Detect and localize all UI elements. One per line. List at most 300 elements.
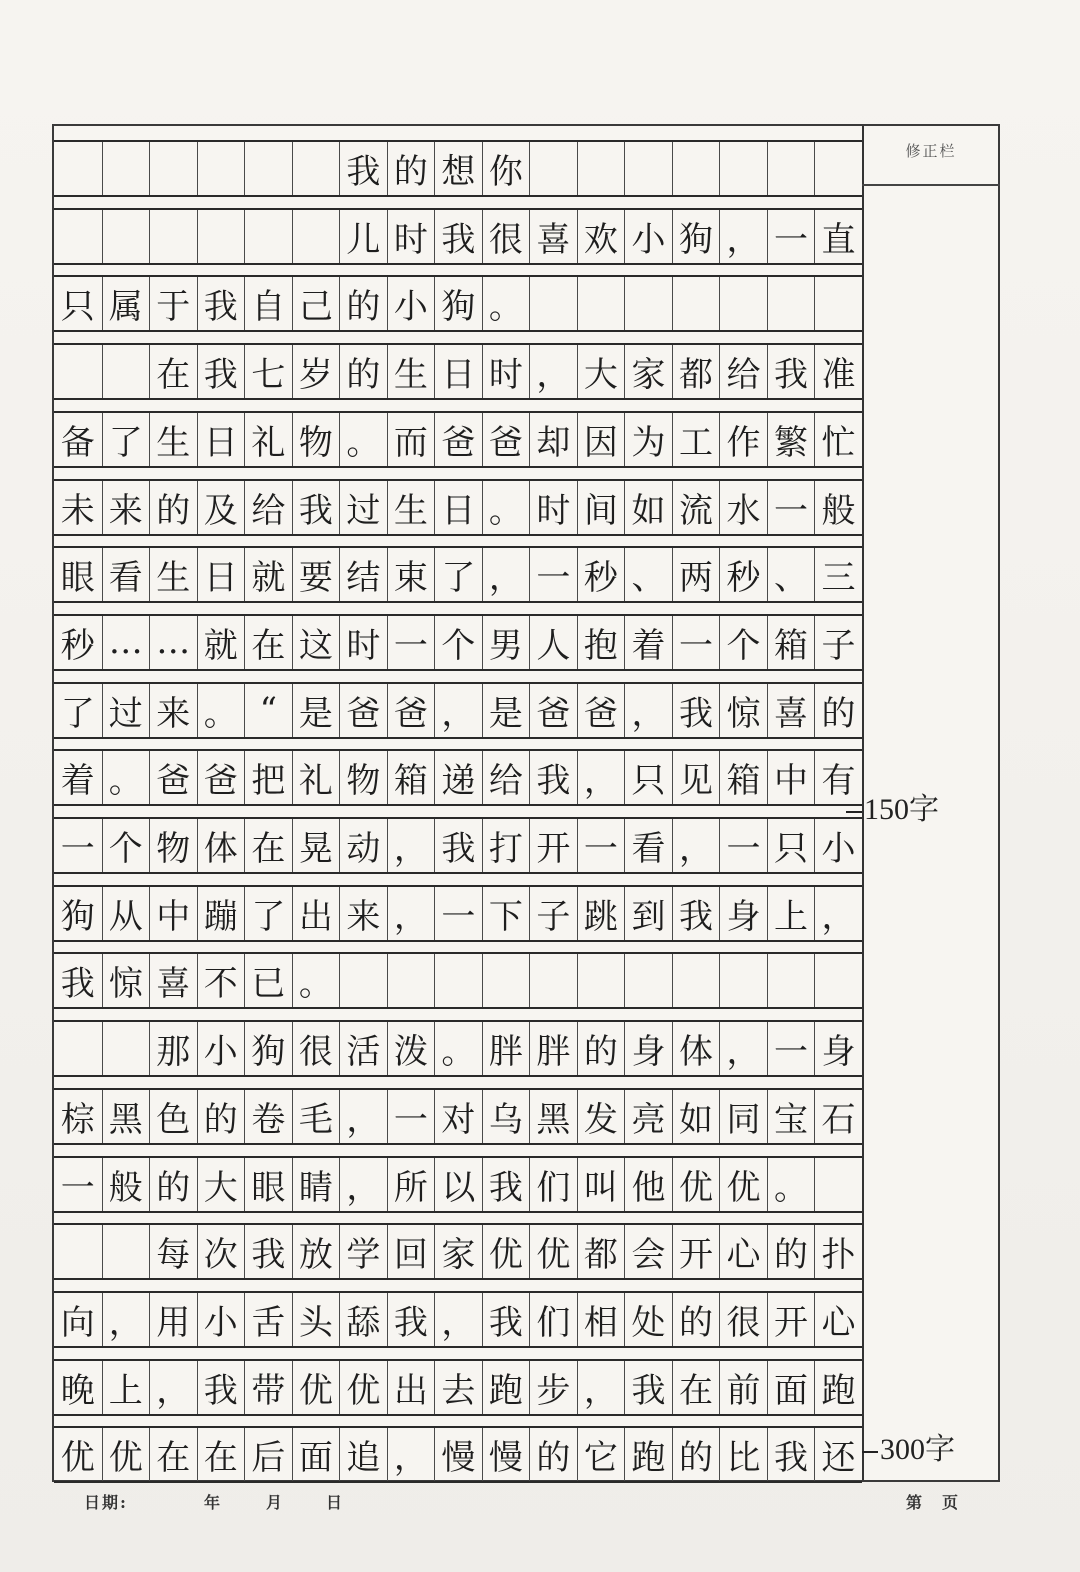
grid-cell: 七 bbox=[244, 345, 292, 398]
grid-cell: 头 bbox=[292, 1293, 340, 1346]
grid-cell: 个 bbox=[434, 616, 482, 669]
grid-cell: 于 bbox=[149, 277, 197, 330]
grid-cell: 家 bbox=[434, 1225, 482, 1278]
grid-cell: 它 bbox=[577, 1428, 625, 1481]
grid-cell: 。 bbox=[434, 1022, 482, 1075]
grid-cell: 而 bbox=[387, 413, 435, 466]
grid-cell: 未 bbox=[60, 490, 95, 531]
grid-cell bbox=[672, 277, 720, 330]
grid-cell: 。 bbox=[292, 954, 340, 1007]
grid-row bbox=[54, 1223, 862, 1280]
grid-cell bbox=[719, 277, 767, 330]
grid-cell: 我 bbox=[672, 887, 720, 940]
grid-cell: 的 bbox=[197, 1090, 245, 1143]
grid-cell: 相 bbox=[577, 1293, 625, 1346]
grid-cell: 了 bbox=[434, 548, 482, 601]
grid-cell: 的 bbox=[767, 1225, 815, 1278]
grid-cell: 了 bbox=[60, 693, 95, 734]
month-label: 月 bbox=[266, 1493, 285, 1512]
grid-cell: 已 bbox=[244, 954, 292, 1007]
grid-cell: 打 bbox=[482, 819, 530, 872]
grid-cell: 舔 bbox=[339, 1293, 387, 1346]
grid-cell: 一 bbox=[387, 616, 435, 669]
grid-cell: 们 bbox=[529, 1158, 577, 1211]
writing-grid bbox=[54, 126, 864, 1480]
grid-cell: 秒 bbox=[719, 548, 767, 601]
grid-cell: 以 bbox=[434, 1158, 482, 1211]
grid-cell: 慢 bbox=[434, 1428, 482, 1481]
grid-cell: 色 bbox=[149, 1090, 197, 1143]
grid-cell: 睛 bbox=[292, 1158, 340, 1211]
grid-cell bbox=[529, 142, 577, 195]
grid-cell: 是 bbox=[292, 684, 340, 737]
correction-header-rule bbox=[862, 184, 1000, 186]
grid-row bbox=[54, 1359, 862, 1416]
grid-cell: 对 bbox=[434, 1090, 482, 1143]
grid-cell: 的 bbox=[577, 1022, 625, 1075]
grid-cell: 体 bbox=[197, 819, 245, 872]
grid-cell: 学 bbox=[339, 1225, 387, 1278]
grid-cell: 优 bbox=[672, 1158, 720, 1211]
grid-cell: 石 bbox=[814, 1090, 862, 1143]
grid-cell: 两 bbox=[672, 548, 720, 601]
grid-cell: 递 bbox=[434, 751, 482, 804]
grid-row bbox=[54, 208, 862, 265]
grid-cell: 狗 bbox=[244, 1022, 292, 1075]
grid-cell: 的 bbox=[672, 1293, 720, 1346]
grid-cell: 跑 bbox=[482, 1361, 530, 1414]
grid-cell: 面 bbox=[767, 1361, 815, 1414]
grid-cell: 在 bbox=[244, 819, 292, 872]
grid-cell: 黑 bbox=[529, 1090, 577, 1143]
grid-cell: 喜 bbox=[149, 954, 197, 1007]
grid-cell: 很 bbox=[482, 210, 530, 263]
grid-cell bbox=[149, 210, 197, 263]
grid-cell: ， bbox=[672, 819, 720, 872]
grid-cell: 就 bbox=[244, 548, 292, 601]
grid-cell: 生 bbox=[387, 345, 435, 398]
word-count-300: 300字 bbox=[862, 1424, 955, 1468]
grid-cell: ， bbox=[387, 887, 435, 940]
grid-cell: 来 bbox=[102, 481, 150, 534]
grid-cell bbox=[54, 345, 102, 398]
grid-cell: 动 bbox=[339, 819, 387, 872]
grid-cell: 从 bbox=[102, 887, 150, 940]
grid-cell: 在 bbox=[672, 1361, 720, 1414]
grid-cell: 在 bbox=[244, 616, 292, 669]
grid-cell bbox=[387, 954, 435, 1007]
grid-cell: 胖 bbox=[529, 1022, 577, 1075]
year-label: 年 bbox=[204, 1493, 223, 1512]
grid-cell bbox=[767, 954, 815, 1007]
grid-cell: 间 bbox=[577, 481, 625, 534]
grid-cell: ， bbox=[339, 1158, 387, 1211]
grid-cell: 上 bbox=[102, 1361, 150, 1414]
grid-cell bbox=[767, 277, 815, 330]
grid-cell: 只 bbox=[767, 819, 815, 872]
grid-cell bbox=[814, 277, 862, 330]
grid-cell: 惊 bbox=[102, 954, 150, 1007]
grid-cell: 礼 bbox=[292, 751, 340, 804]
grid-cell bbox=[102, 142, 150, 195]
grid-cell: 处 bbox=[624, 1293, 672, 1346]
grid-cell bbox=[672, 142, 720, 195]
grid-row bbox=[54, 817, 862, 874]
grid-cell: 一 bbox=[767, 1022, 815, 1075]
grid-cell: 般 bbox=[814, 481, 862, 534]
grid-cell: 大 bbox=[577, 345, 625, 398]
grid-cell: 子 bbox=[814, 616, 862, 669]
grid-cell: 个 bbox=[719, 616, 767, 669]
grid-cell: 小 bbox=[197, 1293, 245, 1346]
grid-row bbox=[54, 546, 862, 603]
grid-cell: 儿 bbox=[339, 210, 387, 263]
grid-cell: 抱 bbox=[577, 616, 625, 669]
grid-cell: 。 bbox=[767, 1158, 815, 1211]
grid-cell: 忙 bbox=[814, 413, 862, 466]
grid-cell: ， bbox=[339, 1090, 387, 1143]
grid-cell bbox=[624, 142, 672, 195]
grid-cell: 亮 bbox=[624, 1090, 672, 1143]
grid-cell bbox=[339, 954, 387, 1007]
grid-cell: 一 bbox=[767, 210, 815, 263]
grid-cell: 你 bbox=[482, 142, 530, 195]
grid-cell: 只 bbox=[60, 287, 95, 328]
grid-cell: 小 bbox=[814, 819, 862, 872]
grid-cell: 前 bbox=[719, 1361, 767, 1414]
grid-cell: 同 bbox=[719, 1090, 767, 1143]
date-label: 日期: bbox=[84, 1493, 128, 1512]
grid-cell bbox=[624, 954, 672, 1007]
grid-cell: 男 bbox=[482, 616, 530, 669]
grid-cell: 水 bbox=[719, 481, 767, 534]
grid-cell: 己 bbox=[292, 277, 340, 330]
grid-cell bbox=[767, 142, 815, 195]
grid-row bbox=[54, 885, 862, 942]
grid-cell: 爸 bbox=[197, 751, 245, 804]
grid-cell: 日 bbox=[197, 413, 245, 466]
grid-cell: 我 bbox=[767, 345, 815, 398]
grid-cell bbox=[577, 277, 625, 330]
grid-cell: 叫 bbox=[577, 1158, 625, 1211]
grid-cell: 人 bbox=[529, 616, 577, 669]
grid-cell: 的 bbox=[339, 345, 387, 398]
grid-cell: 来 bbox=[149, 684, 197, 737]
grid-cell: 到 bbox=[624, 887, 672, 940]
grid-cell: 我 bbox=[197, 1361, 245, 1414]
grid-cell: 活 bbox=[339, 1022, 387, 1075]
grid-cell: ， bbox=[814, 887, 862, 940]
title-row bbox=[54, 140, 862, 197]
grid-cell: 爸 bbox=[482, 413, 530, 466]
grid-cell: 着 bbox=[60, 761, 95, 802]
grid-cell: 在 bbox=[149, 345, 197, 398]
grid-cell bbox=[54, 1225, 102, 1278]
grid-cell: 。 bbox=[102, 751, 150, 804]
grid-cell: 狗 bbox=[434, 277, 482, 330]
grid-cell: 晚 bbox=[60, 1370, 95, 1411]
grid-cell: 着 bbox=[624, 616, 672, 669]
grid-cell: 在 bbox=[197, 1428, 245, 1481]
grid-cell: 为 bbox=[624, 413, 672, 466]
grid-row bbox=[54, 343, 862, 400]
word-count-150: 150字 bbox=[846, 784, 939, 828]
grid-cell: 爸 bbox=[529, 684, 577, 737]
grid-cell: 一 bbox=[719, 819, 767, 872]
grid-cell: 宝 bbox=[767, 1090, 815, 1143]
grid-cell: 给 bbox=[719, 345, 767, 398]
grid-cell: 小 bbox=[387, 277, 435, 330]
day-label: 日 bbox=[326, 1493, 345, 1512]
grid-cell: 的 bbox=[529, 1428, 577, 1481]
grid-cell: 时 bbox=[482, 345, 530, 398]
grid-cell: 、 bbox=[624, 548, 672, 601]
grid-cell: 把 bbox=[244, 751, 292, 804]
grid-cell: 准 bbox=[814, 345, 862, 398]
grid-cell: 。 bbox=[339, 413, 387, 466]
grid-cell: 一 bbox=[529, 548, 577, 601]
grid-cell: 秒 bbox=[60, 625, 95, 666]
grid-cell bbox=[292, 142, 340, 195]
grid-row bbox=[54, 952, 862, 1009]
grid-row bbox=[54, 682, 862, 739]
grid-cell: 一 bbox=[387, 1090, 435, 1143]
grid-cell: 们 bbox=[529, 1293, 577, 1346]
grid-cell: 优 bbox=[60, 1438, 95, 1479]
grid-cell: 的 bbox=[339, 277, 387, 330]
grid-cell: 生 bbox=[387, 481, 435, 534]
grid-cell: 卷 bbox=[244, 1090, 292, 1143]
grid-cell: 乌 bbox=[482, 1090, 530, 1143]
grid-cell: 晃 bbox=[292, 819, 340, 872]
grid-cell: 我 bbox=[60, 964, 95, 1005]
grid-cell: 看 bbox=[624, 819, 672, 872]
grid-cell: 有 bbox=[814, 751, 862, 804]
grid-cell: 次 bbox=[197, 1225, 245, 1278]
grid-row bbox=[54, 1291, 862, 1348]
grid-cell: 物 bbox=[149, 819, 197, 872]
grid-cell: 跑 bbox=[814, 1361, 862, 1414]
grid-cell: 去 bbox=[434, 1361, 482, 1414]
grid-cell: 欢 bbox=[577, 210, 625, 263]
grid-cell: 狗 bbox=[60, 896, 95, 937]
grid-cell: 带 bbox=[244, 1361, 292, 1414]
grid-cell: … bbox=[149, 616, 197, 669]
grid-cell bbox=[244, 142, 292, 195]
grid-cell: 岁 bbox=[292, 345, 340, 398]
grid-cell: 的 bbox=[672, 1428, 720, 1481]
grid-cell: 来 bbox=[339, 887, 387, 940]
grid-cell: 爸 bbox=[387, 684, 435, 737]
grid-cell: 家 bbox=[624, 345, 672, 398]
grid-cell bbox=[197, 142, 245, 195]
grid-cell: 我 bbox=[672, 684, 720, 737]
grid-cell: 身 bbox=[624, 1022, 672, 1075]
grid-row bbox=[54, 614, 862, 671]
grid-cell: 爸 bbox=[577, 684, 625, 737]
grid-cell: 了 bbox=[102, 413, 150, 466]
grid-cell: 。 bbox=[197, 684, 245, 737]
grid-cell: 过 bbox=[339, 481, 387, 534]
grid-cell: 了 bbox=[244, 887, 292, 940]
grid-cell: 很 bbox=[719, 1293, 767, 1346]
grid-cell: 看 bbox=[102, 548, 150, 601]
grid-cell: 跑 bbox=[624, 1428, 672, 1481]
grid-cell: 如 bbox=[624, 481, 672, 534]
grid-cell: 用 bbox=[149, 1293, 197, 1346]
grid-cell: 爸 bbox=[339, 684, 387, 737]
grid-cell: 备 bbox=[60, 422, 95, 463]
grid-cell: … bbox=[102, 616, 150, 669]
grid-cell: 喜 bbox=[767, 684, 815, 737]
correction-column-header: 修正栏 bbox=[905, 142, 957, 160]
grid-cell: 一 bbox=[434, 887, 482, 940]
grid-row bbox=[54, 479, 862, 536]
grid-cell: 时 bbox=[387, 210, 435, 263]
grid-cell: 给 bbox=[482, 751, 530, 804]
grid-cell: 结 bbox=[339, 548, 387, 601]
grid-cell: 出 bbox=[292, 887, 340, 940]
grid-cell: 三 bbox=[814, 548, 862, 601]
grid-cell: 跳 bbox=[577, 887, 625, 940]
grid-cell bbox=[719, 142, 767, 195]
grid-cell: 爸 bbox=[149, 751, 197, 804]
grid-cell bbox=[672, 954, 720, 1007]
grid-cell: 上 bbox=[767, 887, 815, 940]
grid-cell: 我 bbox=[482, 1158, 530, 1211]
grid-cell: 回 bbox=[387, 1225, 435, 1278]
grid-cell: 过 bbox=[102, 684, 150, 737]
grid-cell: 开 bbox=[672, 1225, 720, 1278]
grid-cell: 日 bbox=[434, 345, 482, 398]
grid-row bbox=[54, 1020, 862, 1077]
grid-cell: 繁 bbox=[767, 413, 815, 466]
grid-cell: 想 bbox=[434, 142, 482, 195]
grid-cell: ， bbox=[577, 1361, 625, 1414]
grid-cell: 优 bbox=[719, 1158, 767, 1211]
grid-cell: 工 bbox=[672, 413, 720, 466]
grid-cell: ， bbox=[434, 1293, 482, 1346]
grid-cell bbox=[292, 210, 340, 263]
page-number-label: 第 页 bbox=[906, 1493, 961, 1512]
grid-cell: 向 bbox=[60, 1302, 95, 1343]
grid-cell: ， bbox=[482, 548, 530, 601]
grid-cell: 我 bbox=[767, 1428, 815, 1481]
grid-cell: 眼 bbox=[244, 1158, 292, 1211]
grid-cell: 后 bbox=[244, 1428, 292, 1481]
grid-cell: 开 bbox=[529, 819, 577, 872]
grid-cell: 物 bbox=[292, 413, 340, 466]
grid-cell: 体 bbox=[672, 1022, 720, 1075]
grid-cell: 舌 bbox=[244, 1293, 292, 1346]
grid-cell: 秒 bbox=[577, 548, 625, 601]
grid-cell: 泼 bbox=[387, 1022, 435, 1075]
grid-cell bbox=[102, 1225, 150, 1278]
grid-cell: 、 bbox=[767, 548, 815, 601]
grid-cell: 一 bbox=[767, 481, 815, 534]
grid-cell bbox=[54, 210, 102, 263]
grid-cell: 每 bbox=[149, 1225, 197, 1278]
grid-cell bbox=[814, 142, 862, 195]
grid-cell: 日 bbox=[434, 481, 482, 534]
grid-cell: 我 bbox=[339, 142, 387, 195]
grid-cell: 小 bbox=[197, 1022, 245, 1075]
grid-cell: ， bbox=[624, 684, 672, 737]
grid-cell bbox=[814, 954, 862, 1007]
grid-cell: 及 bbox=[197, 481, 245, 534]
grid-cell: 般 bbox=[102, 1158, 150, 1211]
grid-cell: 时 bbox=[339, 616, 387, 669]
grid-cell: 只 bbox=[624, 751, 672, 804]
grid-cell: 我 bbox=[387, 1293, 435, 1346]
grid-cell: 小 bbox=[624, 210, 672, 263]
grid-cell: 棕 bbox=[60, 1099, 95, 1140]
grid-cell: 。 bbox=[482, 481, 530, 534]
grid-cell: 发 bbox=[577, 1090, 625, 1143]
grid-cell: 却 bbox=[529, 413, 577, 466]
grid-cell: ， bbox=[577, 751, 625, 804]
grid-cell: ， bbox=[149, 1361, 197, 1414]
grid-cell: 中 bbox=[149, 887, 197, 940]
grid-cell: 步 bbox=[529, 1361, 577, 1414]
grid-cell bbox=[102, 345, 150, 398]
grid-cell: 胖 bbox=[482, 1022, 530, 1075]
grid-cell: 不 bbox=[197, 954, 245, 1007]
grid-cell: 我 bbox=[482, 1293, 530, 1346]
grid-cell bbox=[577, 142, 625, 195]
grid-cell: 物 bbox=[339, 751, 387, 804]
grid-row bbox=[54, 1156, 862, 1213]
grid-cell: 日 bbox=[197, 548, 245, 601]
grid-cell: 黑 bbox=[102, 1090, 150, 1143]
grid-cell: 大 bbox=[197, 1158, 245, 1211]
grid-cell: 喜 bbox=[529, 210, 577, 263]
grid-cell: 的 bbox=[814, 684, 862, 737]
grid-cell: 优 bbox=[529, 1225, 577, 1278]
grid-cell: 都 bbox=[577, 1225, 625, 1278]
grid-cell: 生 bbox=[149, 413, 197, 466]
grid-cell: 一 bbox=[60, 1167, 95, 1208]
grid-cell: ， bbox=[719, 210, 767, 263]
grid-row bbox=[54, 411, 862, 468]
grid-cell: 身 bbox=[719, 887, 767, 940]
grid-cell: 一 bbox=[60, 829, 95, 869]
grid-cell: 身 bbox=[814, 1022, 862, 1075]
grid-cell: 自 bbox=[244, 277, 292, 330]
grid-cell: “ bbox=[244, 684, 292, 737]
grid-cell: 放 bbox=[292, 1225, 340, 1278]
grid-row bbox=[54, 1426, 862, 1483]
grid-cell bbox=[482, 954, 530, 1007]
grid-cell: 会 bbox=[624, 1225, 672, 1278]
grid-cell: 下 bbox=[482, 887, 530, 940]
grid-cell: 属 bbox=[102, 277, 150, 330]
grid-cell: ， bbox=[102, 1293, 150, 1346]
grid-cell: ， bbox=[434, 684, 482, 737]
grid-cell: 我 bbox=[197, 277, 245, 330]
grid-cell: 礼 bbox=[244, 413, 292, 466]
grid-cell: 出 bbox=[387, 1361, 435, 1414]
grid-cell: 流 bbox=[672, 481, 720, 534]
grid-row bbox=[54, 275, 862, 332]
grid-cell: 的 bbox=[149, 481, 197, 534]
grid-cell bbox=[529, 277, 577, 330]
grid-cell: 如 bbox=[672, 1090, 720, 1143]
grid-cell: 是 bbox=[482, 684, 530, 737]
grid-cell: ， bbox=[719, 1022, 767, 1075]
grid-cell: 爸 bbox=[434, 413, 482, 466]
grid-cell: 我 bbox=[529, 751, 577, 804]
